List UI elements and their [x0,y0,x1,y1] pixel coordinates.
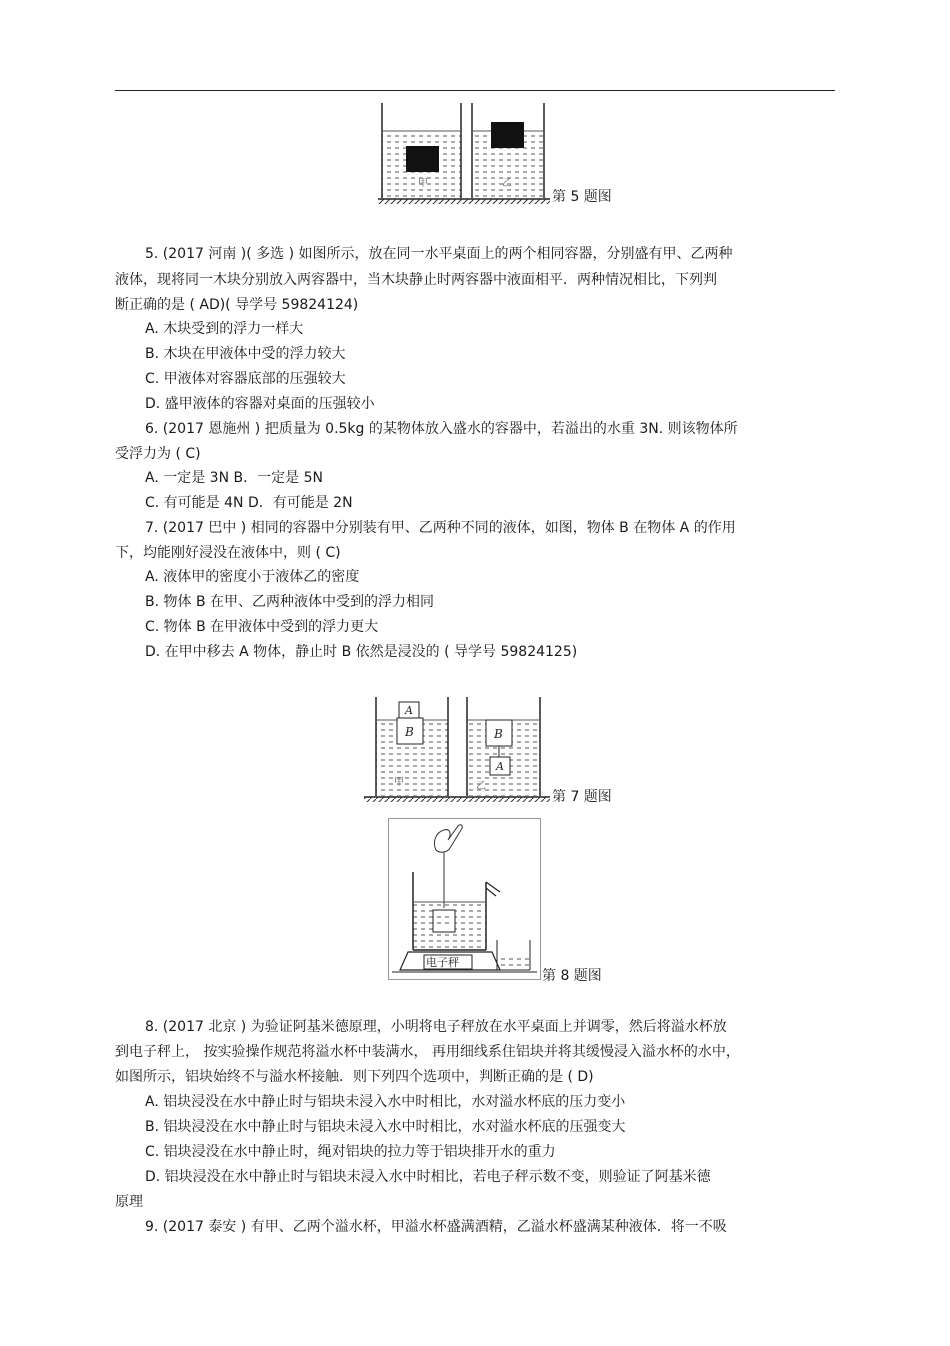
scale-label: 电子秤 [426,956,459,969]
q5-option-a: A. 木块受到的浮力一样大 [145,321,304,337]
figure-8-caption: 第 8 题图 [542,968,602,984]
beaker-water [497,958,530,970]
q7-option-c: C. 物体 B 在甲液体中受到的浮力更大 [145,619,379,635]
label-jia: 甲 [394,777,404,788]
q5-option-d: D. 盛甲液体的容器对桌面的压强较小 [145,396,375,412]
figure-5-caption: 第 5 题图 [552,189,612,205]
q8-line3: 如图所示，铝块始终不与溢水杯接触．则下列四个选项中，判断正确的是 ( D) [115,1069,594,1085]
figure-5 [378,103,550,205]
hand [434,825,462,852]
q5-line3: 断正确的是 ( AD)( 导学号 59824124) [115,297,359,313]
q7-option-a: A. 液体甲的密度小于液体乙的密度 [145,569,360,585]
q5-option-b: B. 木块在甲液体中受的浮力较大 [145,346,346,362]
q8-option-d: D. 铝块浸没在水中静止时与铝块未浸入水中时相比，若电子秤示数不变，则验证了阿基米德 [145,1169,711,1185]
q7-line1: 7. (2017 巴中 ) 相同的容器中分别装有甲、乙两种不同的液体，如图，物体 B 在物体 A 的作用 [145,520,736,536]
q5-line2: 液体，现将同一木块分别放入两容器中，当木块静止时两容器中液面相平．两种情况相比，下列判 [115,272,717,288]
q6-line1: 6. (2017 恩施州 ) 把质量为 0.5kg 的某物体放入盛水的容器中，若溢出的水重 3N. 则该物体所 [145,421,738,437]
figure-7 [364,697,550,803]
q5-option-c: C. 甲液体对容器底部的压强较大 [145,371,346,387]
spout [486,882,500,896]
figure-7-caption: 第 7 题图 [552,789,612,805]
figure-8 [388,818,541,980]
header-rule [115,90,835,91]
wood-block-left [406,146,439,172]
label-yi: 乙 [502,178,512,189]
svg-text:A: A [405,704,413,717]
q8-line2: 到电子秤上， 按实验操作规范将溢水杯中装满水， 再用细线系住铝块并将其缓慢浸入溢水杯的水中， [115,1044,740,1060]
q7-option-d: D. 在甲中移去 A 物体，静止时 B 依然是浸没的 ( 导学号 59824125) [145,644,578,660]
q8-option-b: B. 铝块浸没在水中静止时与铝块未浸入水中时相比，水对溢水杯底的压强变大 [145,1119,626,1135]
label-yi: 乙 [476,781,486,792]
wood-block-right [491,122,524,148]
svg-text:B: B [405,725,414,739]
q5-line1: 5. (2017 河南 )( 多选 ) 如图所示，放在同一水平桌面上的两个相同容器，分别盛有甲、乙两种 [145,246,733,262]
q8-option-c: C. 铝块浸没在水中静止时，绳对铝块的拉力等于铝块排开水的重力 [145,1144,556,1160]
q9-line1: 9. (2017 泰安 ) 有甲、乙两个溢水杯，甲溢水杯盛满酒精，乙溢水杯盛满某种液体．将一不吸 [145,1219,727,1235]
q8-option-d-cont: 原理 [115,1194,143,1210]
label-jia: 甲 [418,178,428,189]
q7-line2: 下，均能刚好浸没在液体中，则 ( C) [115,545,341,561]
q8-line1: 8. (2017 北京 ) 为验证阿基米德原理，小明将电子秤放在水平桌面上并调零，然后将溢水杯放 [145,1019,727,1035]
q7-option-b: B. 物体 B 在甲、乙两种液体中受到的浮力相同 [145,594,435,610]
q6-line2: 受浮力为 ( C) [115,446,201,462]
q6-options-ab: A. 一定是 3N B．一定是 5N [145,470,323,486]
q6-options-cd: C. 有可能是 4N D．有可能是 2N [145,495,353,511]
svg-text:B: B [494,727,503,741]
svg-text:A: A [496,760,504,773]
q8-option-a: A. 铝块浸没在水中静止时与铝块未浸入水中时相比，水对溢水杯底的压力变小 [145,1094,626,1110]
